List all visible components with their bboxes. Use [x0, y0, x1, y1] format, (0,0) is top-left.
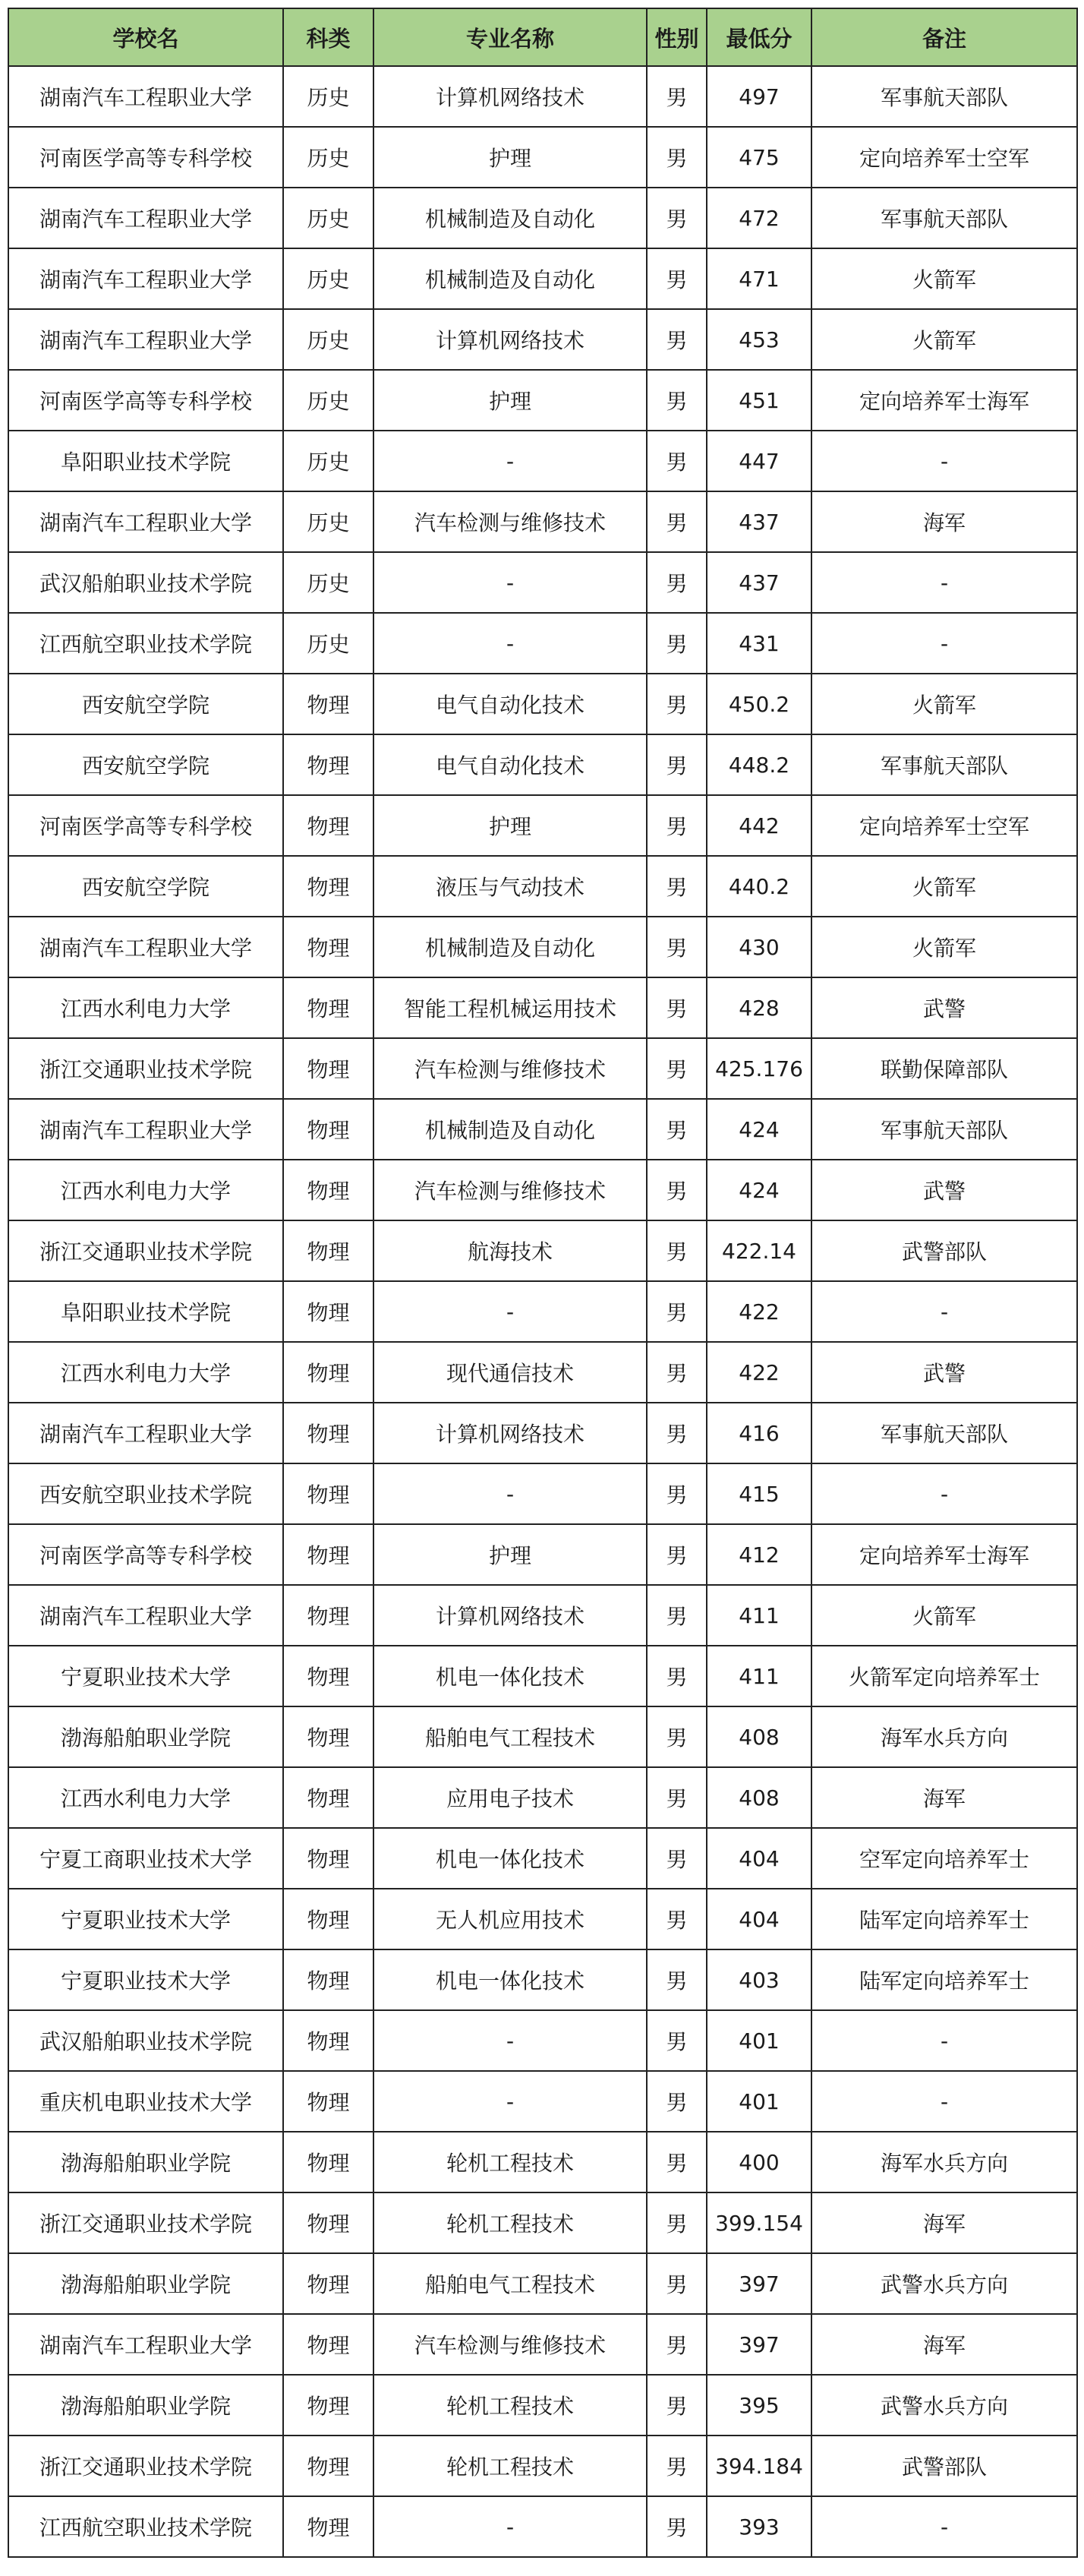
min-score-cell: 428 [707, 977, 811, 1038]
subject-category-cell: 历史 [283, 188, 373, 248]
table-row [8, 1342, 1077, 1403]
remarks-cell: 军事航天部队 [811, 188, 1077, 248]
school-name-cell: 湖南汽车工程职业大学 [8, 491, 283, 552]
major-name-cell: - [373, 1281, 647, 1342]
gender-cell: 男 [647, 248, 707, 309]
table-row [8, 1949, 1077, 2010]
major-name-cell: 汽车检测与维修技术 [373, 1038, 647, 1099]
table-row [8, 917, 1077, 977]
gender-cell: 男 [647, 917, 707, 977]
school-name-cell: 西安航空职业技术学院 [8, 1463, 283, 1524]
gender-cell: 男 [647, 2436, 707, 2496]
subject-category-cell: 物理 [283, 734, 373, 795]
school-name-cell: 浙江交通职业技术学院 [8, 2192, 283, 2253]
subject-category-cell: 物理 [283, 1585, 373, 1646]
gender-cell: 男 [647, 795, 707, 856]
major-name-cell: 护理 [373, 127, 647, 188]
table-row [8, 188, 1077, 248]
header-remarks: 备注 [811, 8, 1077, 66]
table-row [8, 2071, 1077, 2132]
min-score-cell: 422 [707, 1281, 811, 1342]
gender-cell: 男 [647, 856, 707, 917]
table-row [8, 552, 1077, 613]
subject-category-cell: 物理 [283, 2253, 373, 2314]
table-row [8, 66, 1077, 127]
major-name-cell: 护理 [373, 1524, 647, 1585]
remarks-cell: 海军水兵方向 [811, 2132, 1077, 2192]
subject-category-cell: 物理 [283, 1463, 373, 1524]
min-score-cell: 472 [707, 188, 811, 248]
school-name-cell: 湖南汽车工程职业大学 [8, 66, 283, 127]
table-row [8, 309, 1077, 370]
school-name-cell: 河南医学高等专科学校 [8, 127, 283, 188]
table-row [8, 2375, 1077, 2436]
remarks-cell: - [811, 552, 1077, 613]
remarks-cell: - [811, 1281, 1077, 1342]
gender-cell: 男 [647, 491, 707, 552]
table-row [8, 491, 1077, 552]
gender-cell: 男 [647, 734, 707, 795]
table-row [8, 1585, 1077, 1646]
subject-category-cell: 物理 [283, 2375, 373, 2436]
major-name-cell: 机电一体化技术 [373, 1646, 647, 1706]
remarks-cell: 海军 [811, 491, 1077, 552]
min-score-cell: 397 [707, 2314, 811, 2375]
major-name-cell: 船舶电气工程技术 [373, 1706, 647, 1767]
min-score-cell: 437 [707, 552, 811, 613]
remarks-cell: 海军 [811, 2192, 1077, 2253]
remarks-cell: 海军 [811, 1767, 1077, 1828]
major-name-cell: 轮机工程技术 [373, 2375, 647, 2436]
min-score-cell: 412 [707, 1524, 811, 1585]
header-row [8, 8, 1077, 66]
subject-category-cell: 物理 [283, 1342, 373, 1403]
min-score-cell: 393 [707, 2496, 811, 2557]
min-score-cell: 475 [707, 127, 811, 188]
table-row [8, 2132, 1077, 2192]
header-min-score: 最低分 [707, 8, 811, 66]
subject-category-cell: 物理 [283, 1706, 373, 1767]
school-name-cell: 重庆机电职业技术大学 [8, 2071, 283, 2132]
min-score-cell: 497 [707, 66, 811, 127]
school-name-cell: 湖南汽车工程职业大学 [8, 917, 283, 977]
table-row [8, 977, 1077, 1038]
subject-category-cell: 历史 [283, 613, 373, 674]
remarks-cell: 联勤保障部队 [811, 1038, 1077, 1099]
remarks-cell: 武警部队 [811, 1220, 1077, 1281]
school-name-cell: 江西水利电力大学 [8, 1767, 283, 1828]
table-row [8, 1281, 1077, 1342]
table-row [8, 2010, 1077, 2071]
table-row [8, 734, 1077, 795]
table-row [8, 1099, 1077, 1160]
header-subject-category: 科类 [283, 8, 373, 66]
gender-cell: 男 [647, 370, 707, 431]
gender-cell: 男 [647, 977, 707, 1038]
gender-cell: 男 [647, 1038, 707, 1099]
remarks-cell: 军事航天部队 [811, 66, 1077, 127]
remarks-cell: - [811, 431, 1077, 491]
gender-cell: 男 [647, 1160, 707, 1220]
subject-category-cell: 物理 [283, 856, 373, 917]
remarks-cell: 火箭军 [811, 856, 1077, 917]
remarks-cell: - [811, 2010, 1077, 2071]
major-name-cell: 无人机应用技术 [373, 1889, 647, 1949]
subject-category-cell: 物理 [283, 1160, 373, 1220]
major-name-cell: - [373, 552, 647, 613]
major-name-cell: 现代通信技术 [373, 1342, 647, 1403]
major-name-cell: - [373, 613, 647, 674]
school-name-cell: 宁夏职业技术大学 [8, 1889, 283, 1949]
table-row [8, 1220, 1077, 1281]
table-row [8, 1828, 1077, 1889]
min-score-cell: 416 [707, 1403, 811, 1463]
gender-cell: 男 [647, 2132, 707, 2192]
school-name-cell: 浙江交通职业技术学院 [8, 1220, 283, 1281]
school-name-cell: 湖南汽车工程职业大学 [8, 188, 283, 248]
subject-category-cell: 物理 [283, 1767, 373, 1828]
school-name-cell: 阜阳职业技术学院 [8, 431, 283, 491]
remarks-cell: 陆军定向培养军士 [811, 1889, 1077, 1949]
gender-cell: 男 [647, 2375, 707, 2436]
table-body [8, 66, 1077, 2557]
table-row [8, 1524, 1077, 1585]
min-score-cell: 411 [707, 1646, 811, 1706]
gender-cell: 男 [647, 309, 707, 370]
school-name-cell: 河南医学高等专科学校 [8, 795, 283, 856]
major-name-cell: 液压与气动技术 [373, 856, 647, 917]
school-name-cell: 浙江交通职业技术学院 [8, 1038, 283, 1099]
subject-category-cell: 物理 [283, 2010, 373, 2071]
major-name-cell: 智能工程机械运用技术 [373, 977, 647, 1038]
remarks-cell: 陆军定向培养军士 [811, 1949, 1077, 2010]
gender-cell: 男 [647, 613, 707, 674]
table-row [8, 1767, 1077, 1828]
major-name-cell: 护理 [373, 795, 647, 856]
min-score-cell: 447 [707, 431, 811, 491]
school-name-cell: 渤海船舶职业学院 [8, 2253, 283, 2314]
subject-category-cell: 历史 [283, 491, 373, 552]
min-score-cell: 448.2 [707, 734, 811, 795]
subject-category-cell: 物理 [283, 917, 373, 977]
subject-category-cell: 物理 [283, 674, 373, 734]
remarks-cell: 定向培养军士海军 [811, 370, 1077, 431]
table-row [8, 2314, 1077, 2375]
school-name-cell: 武汉船舶职业技术学院 [8, 2010, 283, 2071]
major-name-cell: 机械制造及自动化 [373, 917, 647, 977]
major-name-cell: 计算机网络技术 [373, 1403, 647, 1463]
school-name-cell: 西安航空学院 [8, 856, 283, 917]
min-score-cell: 442 [707, 795, 811, 856]
gender-cell: 男 [647, 1706, 707, 1767]
remarks-cell: 军事航天部队 [811, 1099, 1077, 1160]
school-name-cell: 湖南汽车工程职业大学 [8, 1403, 283, 1463]
school-name-cell: 渤海船舶职业学院 [8, 2132, 283, 2192]
gender-cell: 男 [647, 674, 707, 734]
header-school-name: 学校名 [8, 8, 283, 66]
remarks-cell: - [811, 613, 1077, 674]
gender-cell: 男 [647, 552, 707, 613]
min-score-cell: 430 [707, 917, 811, 977]
remarks-cell: 武警水兵方向 [811, 2375, 1077, 2436]
table-row [8, 2436, 1077, 2496]
gender-cell: 男 [647, 188, 707, 248]
major-name-cell: 轮机工程技术 [373, 2192, 647, 2253]
school-name-cell: 渤海船舶职业学院 [8, 2375, 283, 2436]
subject-category-cell: 物理 [283, 795, 373, 856]
table-row [8, 2253, 1077, 2314]
gender-cell: 男 [647, 1585, 707, 1646]
major-name-cell: 汽车检测与维修技术 [373, 2314, 647, 2375]
school-name-cell: 湖南汽车工程职业大学 [8, 309, 283, 370]
major-name-cell: 机械制造及自动化 [373, 188, 647, 248]
subject-category-cell: 历史 [283, 248, 373, 309]
school-name-cell: 西安航空学院 [8, 734, 283, 795]
min-score-cell: 450.2 [707, 674, 811, 734]
subject-category-cell: 物理 [283, 2192, 373, 2253]
gender-cell: 男 [647, 1767, 707, 1828]
school-name-cell: 阜阳职业技术学院 [8, 1281, 283, 1342]
gender-cell: 男 [647, 1403, 707, 1463]
major-name-cell: 电气自动化技术 [373, 674, 647, 734]
remarks-cell: 武警水兵方向 [811, 2253, 1077, 2314]
table-row [8, 613, 1077, 674]
gender-cell: 男 [647, 1889, 707, 1949]
remarks-cell: 武警部队 [811, 2436, 1077, 2496]
header-major-name: 专业名称 [373, 8, 647, 66]
school-name-cell: 河南医学高等专科学校 [8, 370, 283, 431]
min-score-cell: 424 [707, 1160, 811, 1220]
admission-score-table [8, 8, 1078, 2558]
major-name-cell: 轮机工程技术 [373, 2436, 647, 2496]
subject-category-cell: 历史 [283, 370, 373, 431]
min-score-cell: 395 [707, 2375, 811, 2436]
min-score-cell: 400 [707, 2132, 811, 2192]
gender-cell: 男 [647, 2314, 707, 2375]
gender-cell: 男 [647, 1099, 707, 1160]
subject-category-cell: 物理 [283, 1524, 373, 1585]
table-row [8, 1463, 1077, 1524]
subject-category-cell: 物理 [283, 2436, 373, 2496]
subject-category-cell: 物理 [283, 1099, 373, 1160]
table-row [8, 674, 1077, 734]
remarks-cell: 军事航天部队 [811, 1403, 1077, 1463]
remarks-cell: 火箭军定向培养军士 [811, 1646, 1077, 1706]
subject-category-cell: 历史 [283, 431, 373, 491]
table-row [8, 1889, 1077, 1949]
table-row [8, 127, 1077, 188]
remarks-cell: 火箭军 [811, 1585, 1077, 1646]
major-name-cell: 汽车检测与维修技术 [373, 1160, 647, 1220]
min-score-cell: 401 [707, 2010, 811, 2071]
subject-category-cell: 物理 [283, 1038, 373, 1099]
table-row [8, 856, 1077, 917]
table-row [8, 795, 1077, 856]
major-name-cell: 机电一体化技术 [373, 1828, 647, 1889]
min-score-cell: 471 [707, 248, 811, 309]
major-name-cell: - [373, 431, 647, 491]
table-row [8, 1403, 1077, 1463]
remarks-cell: 火箭军 [811, 248, 1077, 309]
min-score-cell: 404 [707, 1828, 811, 1889]
subject-category-cell: 物理 [283, 2071, 373, 2132]
gender-cell: 男 [647, 1524, 707, 1585]
gender-cell: 男 [647, 1463, 707, 1524]
subject-category-cell: 物理 [283, 1403, 373, 1463]
gender-cell: 男 [647, 1646, 707, 1706]
score-table-container [8, 8, 1076, 2558]
major-name-cell: - [373, 2071, 647, 2132]
remarks-cell: 武警 [811, 977, 1077, 1038]
subject-category-cell: 物理 [283, 977, 373, 1038]
min-score-cell: 415 [707, 1463, 811, 1524]
remarks-cell: 定向培养军士空军 [811, 795, 1077, 856]
min-score-cell: 425.176 [707, 1038, 811, 1099]
subject-category-cell: 历史 [283, 309, 373, 370]
school-name-cell: 河南医学高等专科学校 [8, 1524, 283, 1585]
major-name-cell: 汽车检测与维修技术 [373, 491, 647, 552]
school-name-cell: 宁夏工商职业技术大学 [8, 1828, 283, 1889]
school-name-cell: 宁夏职业技术大学 [8, 1949, 283, 2010]
school-name-cell: 江西水利电力大学 [8, 1342, 283, 1403]
table-row [8, 370, 1077, 431]
gender-cell: 男 [647, 2010, 707, 2071]
min-score-cell: 431 [707, 613, 811, 674]
school-name-cell: 湖南汽车工程职业大学 [8, 1585, 283, 1646]
min-score-cell: 422 [707, 1342, 811, 1403]
remarks-cell: 武警 [811, 1342, 1077, 1403]
remarks-cell: - [811, 2071, 1077, 2132]
gender-cell: 男 [647, 1828, 707, 1889]
table-row [8, 1706, 1077, 1767]
gender-cell: 男 [647, 2253, 707, 2314]
subject-category-cell: 物理 [283, 1828, 373, 1889]
min-score-cell: 422.14 [707, 1220, 811, 1281]
table-row [8, 431, 1077, 491]
remarks-cell: 定向培养军士海军 [811, 1524, 1077, 1585]
major-name-cell: 应用电子技术 [373, 1767, 647, 1828]
major-name-cell: - [373, 2010, 647, 2071]
min-score-cell: 401 [707, 2071, 811, 2132]
gender-cell: 男 [647, 2071, 707, 2132]
major-name-cell: 轮机工程技术 [373, 2132, 647, 2192]
major-name-cell: 航海技术 [373, 1220, 647, 1281]
subject-category-cell: 物理 [283, 1646, 373, 1706]
table-row [8, 2192, 1077, 2253]
subject-category-cell: 物理 [283, 1220, 373, 1281]
major-name-cell: 护理 [373, 370, 647, 431]
min-score-cell: 440.2 [707, 856, 811, 917]
subject-category-cell: 历史 [283, 552, 373, 613]
subject-category-cell: 物理 [283, 2496, 373, 2557]
min-score-cell: 437 [707, 491, 811, 552]
gender-cell: 男 [647, 1342, 707, 1403]
school-name-cell: 江西水利电力大学 [8, 1160, 283, 1220]
gender-cell: 男 [647, 2496, 707, 2557]
school-name-cell: 湖南汽车工程职业大学 [8, 2314, 283, 2375]
min-score-cell: 453 [707, 309, 811, 370]
table-row [8, 2496, 1077, 2557]
remarks-cell: 火箭军 [811, 309, 1077, 370]
school-name-cell: 西安航空学院 [8, 674, 283, 734]
remarks-cell: 空军定向培养军士 [811, 1828, 1077, 1889]
min-score-cell: 397 [707, 2253, 811, 2314]
school-name-cell: 宁夏职业技术大学 [8, 1646, 283, 1706]
remarks-cell: - [811, 1463, 1077, 1524]
table-row [8, 1038, 1077, 1099]
min-score-cell: 394.184 [707, 2436, 811, 2496]
gender-cell: 男 [647, 127, 707, 188]
min-score-cell: 451 [707, 370, 811, 431]
min-score-cell: 403 [707, 1949, 811, 2010]
remarks-cell: 火箭军 [811, 917, 1077, 977]
major-name-cell: 机械制造及自动化 [373, 248, 647, 309]
remarks-cell: 火箭军 [811, 674, 1077, 734]
table-row [8, 1160, 1077, 1220]
subject-category-cell: 物理 [283, 1949, 373, 2010]
major-name-cell: - [373, 2496, 647, 2557]
school-name-cell: 武汉船舶职业技术学院 [8, 552, 283, 613]
min-score-cell: 424 [707, 1099, 811, 1160]
remarks-cell: - [811, 2496, 1077, 2557]
major-name-cell: - [373, 1463, 647, 1524]
subject-category-cell: 历史 [283, 127, 373, 188]
min-score-cell: 408 [707, 1767, 811, 1828]
gender-cell: 男 [647, 66, 707, 127]
remarks-cell: 武警 [811, 1160, 1077, 1220]
school-name-cell: 浙江交通职业技术学院 [8, 2436, 283, 2496]
remarks-cell: 海军水兵方向 [811, 1706, 1077, 1767]
header-gender: 性别 [647, 8, 707, 66]
gender-cell: 男 [647, 431, 707, 491]
remarks-cell: 海军 [811, 2314, 1077, 2375]
remarks-cell: 定向培养军士空军 [811, 127, 1077, 188]
table-row [8, 1646, 1077, 1706]
school-name-cell: 渤海船舶职业学院 [8, 1706, 283, 1767]
min-score-cell: 411 [707, 1585, 811, 1646]
subject-category-cell: 物理 [283, 2132, 373, 2192]
gender-cell: 男 [647, 1220, 707, 1281]
school-name-cell: 湖南汽车工程职业大学 [8, 248, 283, 309]
major-name-cell: 机械制造及自动化 [373, 1099, 647, 1160]
table-row [8, 248, 1077, 309]
major-name-cell: 计算机网络技术 [373, 66, 647, 127]
subject-category-cell: 历史 [283, 66, 373, 127]
major-name-cell: 计算机网络技术 [373, 309, 647, 370]
subject-category-cell: 物理 [283, 1281, 373, 1342]
table-header [8, 8, 1077, 66]
gender-cell: 男 [647, 1281, 707, 1342]
major-name-cell: 计算机网络技术 [373, 1585, 647, 1646]
school-name-cell: 江西航空职业技术学院 [8, 2496, 283, 2557]
major-name-cell: 船舶电气工程技术 [373, 2253, 647, 2314]
school-name-cell: 江西水利电力大学 [8, 977, 283, 1038]
school-name-cell: 湖南汽车工程职业大学 [8, 1099, 283, 1160]
min-score-cell: 408 [707, 1706, 811, 1767]
school-name-cell: 江西航空职业技术学院 [8, 613, 283, 674]
gender-cell: 男 [647, 1949, 707, 2010]
min-score-cell: 404 [707, 1889, 811, 1949]
major-name-cell: 机电一体化技术 [373, 1949, 647, 2010]
subject-category-cell: 物理 [283, 1889, 373, 1949]
subject-category-cell: 物理 [283, 2314, 373, 2375]
gender-cell: 男 [647, 2192, 707, 2253]
min-score-cell: 399.154 [707, 2192, 811, 2253]
major-name-cell: 电气自动化技术 [373, 734, 647, 795]
remarks-cell: 军事航天部队 [811, 734, 1077, 795]
